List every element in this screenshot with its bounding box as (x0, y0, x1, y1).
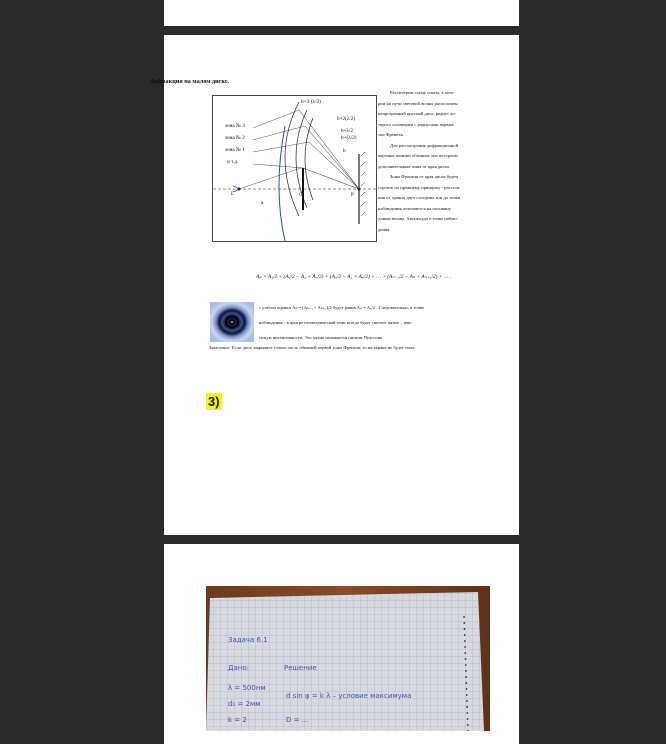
zone-label-1: зона № 1 (225, 147, 245, 153)
figure-label-b0: b+(λ/2) (341, 135, 357, 141)
text-line: картины помимо обычных зон построим (378, 153, 458, 158)
handwriting-line: Дано: (228, 664, 249, 672)
remark-label: Замечание. (209, 345, 231, 350)
remark-text: Если диск закрывает только часть обычной первой зоны Френеля, то на экране не будет тени. (231, 345, 416, 350)
text-line: дения (378, 226, 390, 232)
text-line: ния от границ двух соседних зон до точки (378, 195, 461, 200)
zone-label-2: зона № 2 (225, 135, 245, 141)
handwriting-line: λ = 500нм (228, 684, 266, 692)
handwriting-line: d sin φ = k λ – условие максимума (286, 692, 412, 700)
point-label-O: O (299, 192, 303, 198)
handwriting-line: k = 2 (228, 716, 247, 724)
amplitude-formula: Aₚ = A₁/2 + (A₁/2 − A₂ + A₃/2) + (A₃/2 − A₄ + A₅/2) + … + (Aₙ₋₁/2 − Aₙ + Aₙ₊₁/2) + … . (256, 274, 452, 280)
figure-label-b3: b+3·(λ/2) (301, 99, 321, 105)
handwriting-line: D = ... (286, 716, 309, 724)
point-label-a: a (261, 200, 264, 206)
question-number: 3) (208, 394, 220, 409)
text-line: зон Френеля. (378, 132, 404, 137)
poisson-paragraph (259, 300, 505, 345)
text-line: симум интенсивности. Это пятно называется пятном Пуассона. (259, 335, 384, 340)
page-1-bottom (164, 0, 519, 26)
text-line: Зоны Френеля от края диска будем (390, 174, 459, 179)
text-line: наблюдения отличаются на половину (378, 205, 452, 211)
text-line: длины волны. Амплитуда в точке наблю- (378, 216, 459, 221)
text-line: Для рассмотрения дифракционной (390, 142, 459, 148)
text-line: с учётом оценки Aₙ = (Aₙ₋₁ + Aₙ₊₁)/2 будет равна Aₚ = A₁/2 . Следовательно, в точке (259, 305, 425, 310)
point-label-P: P (351, 192, 354, 198)
text-line: Рассмотрим схему опыта, в кото- (390, 90, 455, 95)
text-line: торого соизмерим с радиусами первых (378, 121, 454, 127)
handwriting-line: Решение (284, 664, 317, 672)
poisson-spot-image (210, 302, 254, 342)
description-paragraph (378, 88, 506, 235)
text-line: дополнительные зоны от края диска. (378, 163, 450, 169)
handwriting-line: d₁ = 2мм (228, 700, 261, 708)
section-title: Дифракция на малом диске. (150, 78, 230, 85)
text-line: строить по прежнему принципу - расстоя- (378, 184, 461, 190)
zone-label-etc: и т.д. (227, 159, 239, 165)
text-line: ром на пути световой волны расположен (378, 100, 458, 106)
figure-label-b: b (343, 148, 346, 154)
zone-label-3: зона № 3 (225, 123, 245, 129)
figure-label-b2: b+2(λ/2) (337, 116, 356, 122)
text-line: непрозрачный круглый диск, радиус ко- (378, 111, 457, 116)
figure-label-b1: b+λ/2 (341, 128, 354, 134)
text-line: наблюдения - в центре геометрической тени всегда будет светлое пятно – мак- (259, 320, 413, 325)
remark-paragraph (209, 342, 509, 353)
handwriting-line: Задача 6.1 (228, 636, 268, 644)
handwritten-notebook-photo (206, 586, 490, 731)
point-label-L: L (231, 191, 235, 197)
diffraction-figure (212, 95, 377, 242)
